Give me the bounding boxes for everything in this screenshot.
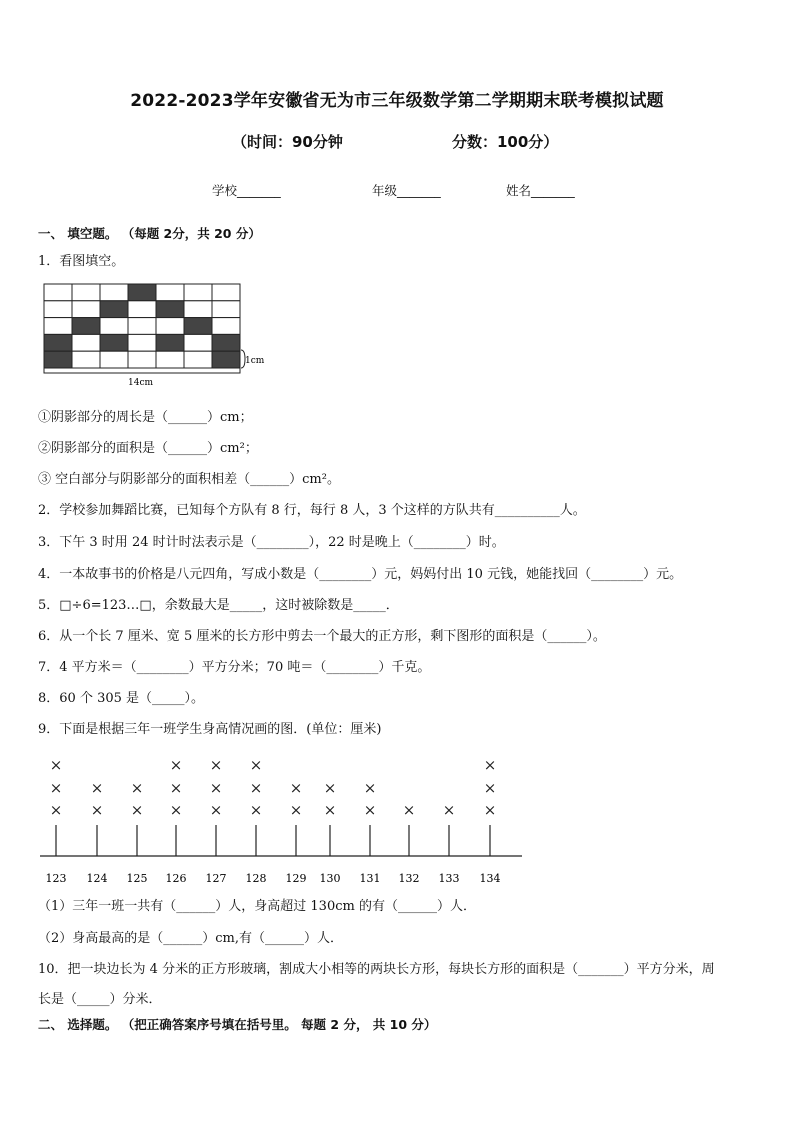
question-9-b: （2）身高最高的是（______）cm,有（______）人． bbox=[38, 931, 344, 946]
grid-height-label: 1cm bbox=[245, 356, 265, 366]
chart-tick-label: 134 bbox=[479, 872, 501, 885]
chart-mark: × bbox=[442, 801, 456, 819]
grid-cell-shaded bbox=[184, 318, 212, 335]
grid-cell bbox=[128, 318, 156, 335]
question-4: 4．一本故事书的价格是八元四角，写成小数是（________）元，妈妈付出 10 元钱，她能找回（________）元。 bbox=[38, 567, 683, 582]
grid-cell-shaded bbox=[44, 351, 72, 368]
grid-cell-shaded bbox=[156, 334, 184, 351]
grid-cell bbox=[100, 318, 128, 335]
grid-cell bbox=[212, 301, 240, 318]
chart-mark: × bbox=[130, 801, 144, 819]
grid-width-label: 14cm bbox=[128, 378, 154, 388]
grid-cell bbox=[72, 284, 100, 301]
exam-score: 分数：100分） bbox=[452, 133, 559, 151]
chart-mark: × bbox=[249, 801, 263, 819]
question-1-c: ③ 空白部分与阴影部分的面积相差（______）cm²。 bbox=[38, 472, 340, 487]
grid-cell bbox=[100, 284, 128, 301]
chart-tick-label: 124 bbox=[86, 872, 108, 885]
name-field: 姓名_______ bbox=[506, 183, 575, 198]
chart-tick-label: 128 bbox=[245, 872, 267, 885]
grid-cell bbox=[72, 334, 100, 351]
grid-cell bbox=[156, 351, 184, 368]
chart-mark: × bbox=[169, 801, 183, 819]
grid-cell-shaded bbox=[212, 334, 240, 351]
question-10-line1: 10．把一块边长为 4 分米的正方形玻璃，割成大小相等的两块长方形，每块长方形的面积是（_______）平方分米，周 bbox=[38, 962, 715, 977]
chart-mark: × bbox=[209, 801, 223, 819]
chart-mark: × bbox=[289, 779, 303, 797]
chart-tick-label: 127 bbox=[205, 872, 227, 885]
chart-mark: × bbox=[49, 779, 63, 797]
grid-cell bbox=[100, 351, 128, 368]
grid-cell-shaded bbox=[44, 334, 72, 351]
question-10-line2: 长是（_____）分米． bbox=[38, 992, 162, 1007]
chart-mark: × bbox=[483, 756, 497, 774]
chart-mark: × bbox=[130, 779, 144, 797]
question-5: 5．□÷6=123…□，余数最大是_____，这时被除数是_____． bbox=[38, 598, 399, 613]
grid-cell-shaded bbox=[100, 301, 128, 318]
chart-mark: × bbox=[249, 779, 263, 797]
chart-mark: × bbox=[209, 756, 223, 774]
question-3: 3．下午 3 时用 24 时计时法表示是（________），22 时是晚上（________）时。 bbox=[38, 535, 505, 550]
chart-mark: × bbox=[483, 801, 497, 819]
chart-mark: × bbox=[363, 779, 377, 797]
question-2: 2．学校参加舞蹈比赛，已知每个方队有 8 行，每行 8 人，3 个这样的方队共有__________人。 bbox=[38, 503, 586, 518]
chart-mark: × bbox=[90, 801, 104, 819]
chart-tick-label: 131 bbox=[359, 872, 381, 885]
grid-cell bbox=[184, 284, 212, 301]
grid-cell bbox=[128, 301, 156, 318]
chart-mark: × bbox=[249, 756, 263, 774]
grid-cell bbox=[44, 284, 72, 301]
chart-mark: × bbox=[90, 779, 104, 797]
section-heading-fill-blank: 一、 填空题。 （每题 2分，共 20 分） bbox=[38, 226, 261, 241]
height-tally-chart bbox=[0, 748, 560, 890]
chart-mark: × bbox=[323, 779, 337, 797]
exam-time: （时间：90分钟 bbox=[232, 133, 343, 151]
chart-mark: × bbox=[402, 801, 416, 819]
chart-mark: × bbox=[169, 779, 183, 797]
grade-field: 年级_______ bbox=[372, 183, 441, 198]
grid-cell bbox=[156, 318, 184, 335]
grid-cell-shaded bbox=[100, 334, 128, 351]
grid-cell bbox=[128, 334, 156, 351]
chart-mark: × bbox=[169, 756, 183, 774]
chart-tick-label: 133 bbox=[438, 872, 460, 885]
chart-mark: × bbox=[483, 779, 497, 797]
school-field: 学校_______ bbox=[212, 183, 281, 198]
question-6: 6．从一个长 7 厘米、宽 5 厘米的长方形中剪去一个最大的正方形，剩下图形的面积是（______）。 bbox=[38, 629, 606, 644]
chart-tick-label: 125 bbox=[126, 872, 148, 885]
question-1: 1．看图填空。 bbox=[38, 254, 125, 269]
chart-tick-label: 130 bbox=[319, 872, 341, 885]
chart-mark: × bbox=[323, 801, 337, 819]
grid-cell bbox=[44, 301, 72, 318]
grid-cell bbox=[72, 351, 100, 368]
question-9: 9．下面是根据三年一班学生身高情况画的图．(单位：厘米) bbox=[38, 722, 382, 737]
grid-figure bbox=[38, 280, 278, 390]
chart-mark: × bbox=[363, 801, 377, 819]
question-8: 8．60 个 305 是（_____）。 bbox=[38, 691, 205, 706]
grid-cell bbox=[72, 301, 100, 318]
grid-cells bbox=[44, 284, 240, 368]
chart-mark: × bbox=[49, 756, 63, 774]
chart-marks bbox=[46, 756, 501, 885]
question-1-b: ②阴影部分的面积是（______）cm²； bbox=[38, 441, 258, 456]
grid-cell bbox=[212, 318, 240, 335]
question-9-a: （1）三年一班一共有（______）人，身高超过 130cm 的有（______）人． bbox=[38, 899, 476, 914]
question-7: 7．4 平方米＝（________）平方分米；70 吨＝（________）千克。 bbox=[38, 660, 431, 675]
page-title: 2022-2023学年安徽省无为市三年级数学第二学期期末联考模拟试题 bbox=[130, 91, 664, 111]
grid-cell-shaded bbox=[212, 351, 240, 368]
grid-cell bbox=[128, 351, 156, 368]
grid-cell-shaded bbox=[156, 301, 184, 318]
grid-cell-shaded bbox=[72, 318, 100, 335]
grid-cell bbox=[184, 351, 212, 368]
chart-tick-label: 126 bbox=[165, 872, 187, 885]
grid-cell-shaded bbox=[128, 284, 156, 301]
chart-tick-label: 129 bbox=[285, 872, 307, 885]
chart-mark: × bbox=[209, 779, 223, 797]
section-heading-choice: 二、 选择题。 （把正确答案序号填在括号里。 每题 2 分， 共 10 分） bbox=[38, 1017, 437, 1032]
question-1-a: ①阴影部分的周长是（______）cm； bbox=[38, 410, 253, 425]
grid-cell bbox=[156, 284, 184, 301]
chart-tick-label: 123 bbox=[45, 872, 67, 885]
chart-mark: × bbox=[289, 801, 303, 819]
grid-cell bbox=[184, 334, 212, 351]
chart-tick-label: 132 bbox=[398, 872, 420, 885]
chart-mark: × bbox=[49, 801, 63, 819]
grid-cell bbox=[212, 284, 240, 301]
grid-cell bbox=[184, 301, 212, 318]
grid-cell bbox=[44, 318, 72, 335]
